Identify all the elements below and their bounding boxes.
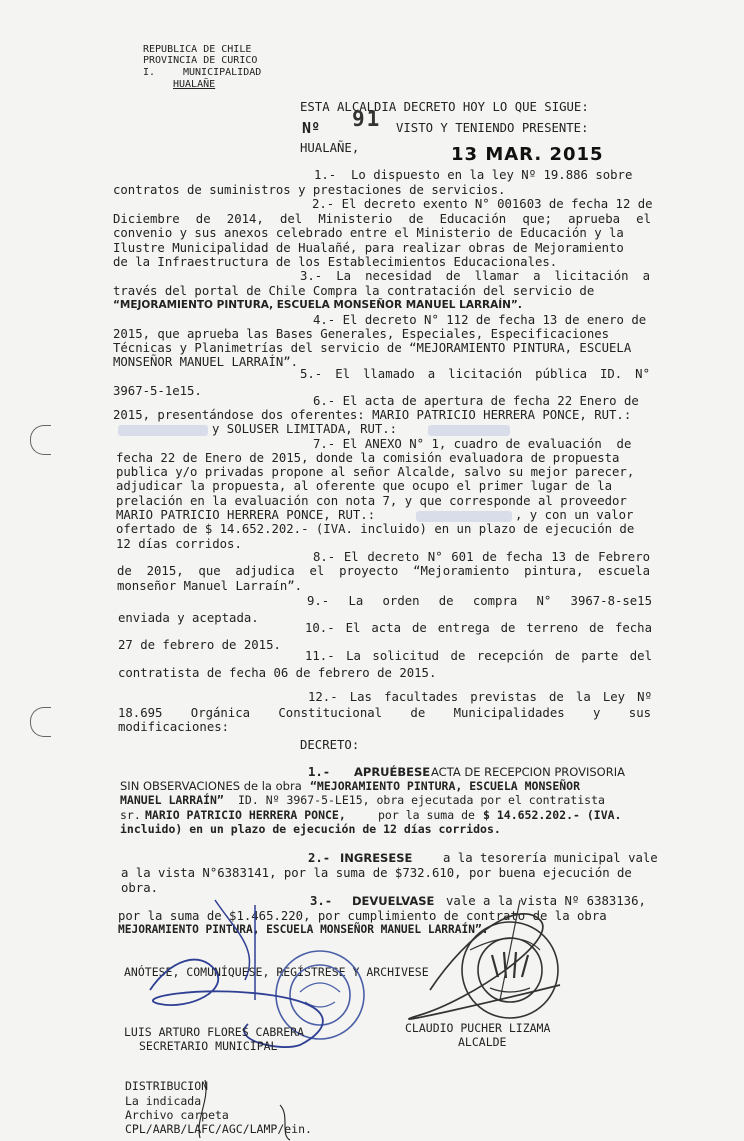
text-line: 12.- Las facultades previstas de la Ley Nº <box>308 690 652 704</box>
text-line: por la suma de <box>378 808 475 822</box>
text-line: de la Infraestructura de los Establecimientos Educacionales. <box>113 255 558 269</box>
text-line: 5.- El llamado a licitación pública ID. N° <box>300 367 650 381</box>
text-line: ofertado de $ 14.652.202.- (IVA. incluido) en un plazo de ejecución de <box>116 522 635 536</box>
text-line: contratista de fecha 06 de febrero de 2015. <box>118 666 437 680</box>
text-line: 2015, que aprueba las Bases Generales, Especiales, Especificaciones <box>113 327 610 341</box>
resolutivo-number: 1.- <box>308 765 331 779</box>
date-stamp: 13 MAR. 2015 <box>451 144 604 165</box>
resolutivo-verb: APRUÉBESE <box>354 765 431 779</box>
closing-formula: ANÓTESE, COMUNÍQUESE, REGÍSTRESE Y ARCHIVESE <box>124 965 429 979</box>
text-line: prelación en la evaluación con nota 7, y que corresponde al proveedor <box>116 494 627 508</box>
header-province: PROVINCIA DE CURICO <box>143 55 258 66</box>
text-line: 9.- La orden de compra N° 3967-8-se15 <box>307 594 652 608</box>
text-line: MEJORAMIENTO PINTURA, ESCUELA MONSEÑOR MANUEL LARRAÍN”. <box>118 923 489 936</box>
text-line: , y con un valor <box>515 508 634 522</box>
decree-number-label: Nº <box>302 119 321 137</box>
text-line: $ 14.652.202.- (IVA. <box>483 808 622 822</box>
preamble-line: ESTA ALCALDIA DECRETO HOY LO QUE SIGUE: <box>300 100 589 114</box>
place: HUALAÑE, <box>300 141 360 155</box>
text-line: 10.- El acta de entrega de terreno de fecha <box>305 621 652 635</box>
text-line: MONSEÑOR MANUEL LARRAÍN”. <box>113 355 299 369</box>
text-line: MANUEL LARRAÍN” <box>120 793 224 807</box>
distribution-item: Archivo carpeta <box>125 1108 229 1122</box>
text-line: 27 de febrero de 2015. <box>118 638 281 652</box>
text-line: 1.- Lo dispuesto en la ley Nº 19.886 sobre <box>314 168 633 182</box>
text-line: través del portal de Chile Compra la contratación del servicio de <box>113 284 595 298</box>
resolutivo-number: 2.- <box>308 851 331 865</box>
header-muni-prefix: I. <box>143 67 156 78</box>
text-line: enviada y aceptada. <box>118 611 259 625</box>
secretary-name: LUIS ARTURO FLORES CABRERA <box>124 1025 305 1039</box>
distribution-item: CPL/AARB/LAFC/AGC/LAMP/ein. <box>125 1122 312 1136</box>
text-line: convenio y sus anexos celebrado entre el Ministerio de Educación y la <box>113 226 624 240</box>
text-line: “MEJORAMIENTO PINTURA, ESCUELA MONSEÑOR <box>310 779 581 793</box>
text-line: 18.695 Orgánica Constitucional de Municipalidades y sus <box>118 706 651 720</box>
text-line: contratos de suministros y prestaciones de servicios. <box>113 183 506 197</box>
text-line: MARIO PATRICIO HERRERA PONCE, <box>145 808 346 822</box>
text-line: 2015, presentándose dos oferentes: MARIO PATRICIO HERRERA PONCE, RUT.: <box>113 408 632 422</box>
text-line: 8.- El decreto N° 601 de fecha 13 de Febrero <box>313 550 650 564</box>
text-line: 4.- El decreto N° 112 de fecha 13 de enero de <box>313 313 647 327</box>
mayor-name: CLAUDIO PUCHER LIZAMA <box>405 1021 551 1035</box>
text-line: 2.- El decreto exento N° 001603 de fecha 12 de <box>312 197 653 211</box>
text-line: sr. <box>120 808 141 822</box>
resolutivo-number: 3.- <box>310 894 333 908</box>
text-line: publica y/o privadas propone al señor Alcalde, salvo su mejor parecer, <box>116 465 635 479</box>
text-line: monseñor Manuel Larraín”. <box>117 579 303 593</box>
header-commune: HUALAÑE <box>173 79 216 90</box>
distribution-title: DISTRIBUCION <box>125 1079 209 1093</box>
text-line: SIN OBSERVACIONES de la obra <box>120 779 302 793</box>
resolutivo-verb: INGRESESE <box>340 851 413 865</box>
decreto-heading: DECRETO: <box>300 738 360 752</box>
text-line: a la vista N°6383141, por la suma de $732.610, por buena ejecución de <box>121 866 632 880</box>
secretary-title: SECRETARIO MUNICIPAL <box>139 1039 278 1053</box>
header-country: REPUBLICA DE CHILE <box>143 44 252 55</box>
text-line: adjudicar la propuesta, al oferente que ocupo el primer lugar de la <box>116 479 613 493</box>
text-line: 3.- La necesidad de llamar a licitación a <box>300 269 650 283</box>
resolutivo-verb: DEVUELVASE <box>352 894 435 908</box>
distribution-item: La indicada <box>125 1094 202 1108</box>
text-line: fecha 22 de Enero de 2015, donde la comisión evaluadora de propuesta <box>116 451 620 465</box>
text-line: 7.- El ANEXO N° 1, cuadro de evaluación de <box>313 437 632 451</box>
text-line: 12 días corridos. <box>116 537 242 551</box>
header-municipality: MUNICIPALIDAD <box>183 67 262 78</box>
text-line: por la suma de $1.465.220, por cumplimiento de contrato de la obra <box>118 909 607 923</box>
text-line: modificaciones: <box>118 720 230 734</box>
text-line: 3967-5-1e15. <box>113 384 202 398</box>
text-line: obra. <box>121 881 159 895</box>
text-line: incluido) en un plazo de ejecución de 12 días corridos. <box>120 822 501 836</box>
visto-line: VISTO Y TENIENDO PRESENTE: <box>396 121 589 135</box>
text-line: a la tesorería municipal vale <box>443 851 658 865</box>
text-line: MARIO PATRICIO HERRERA PONCE, RUT.: <box>116 508 376 522</box>
text-line: y SOLUSER LIMITADA, RUT.: <box>212 422 398 436</box>
text-line: 11.- La solicitud de recepción de parte del <box>305 649 652 663</box>
text-line: vale a la vista Nº 6383136, <box>446 894 646 908</box>
text-line: Técnicas y Planimetrías del servicio de “MEJORAMIENTO PINTURA, ESCUELA <box>113 341 632 355</box>
decree-number-stamp: 91 <box>352 107 382 131</box>
text-line: Diciembre de 2014, del Ministerio de Educación que; aprueba el <box>113 212 651 226</box>
text-line: 6.- El acta de apertura de fecha 22 Enero de <box>313 394 639 408</box>
text-line: ID. Nº 3967-5-LE15, obra ejecutada por el contratista <box>238 793 605 807</box>
mayor-title: ALCALDE <box>458 1035 507 1049</box>
text-line: ACTA DE RECEPCION PROVISORIA <box>431 765 625 779</box>
text-line: “MEJORAMIENTO PINTURA, ESCUELA MONSEÑOR MANUEL LARRAÍN”. <box>113 299 522 311</box>
text-line: Ilustre Municipalidad de Hualañé, para realizar obras de Mejoramiento <box>113 241 624 255</box>
text-line: de 2015, que adjudica el proyecto “Mejoramiento pintura, escuela <box>117 564 650 578</box>
